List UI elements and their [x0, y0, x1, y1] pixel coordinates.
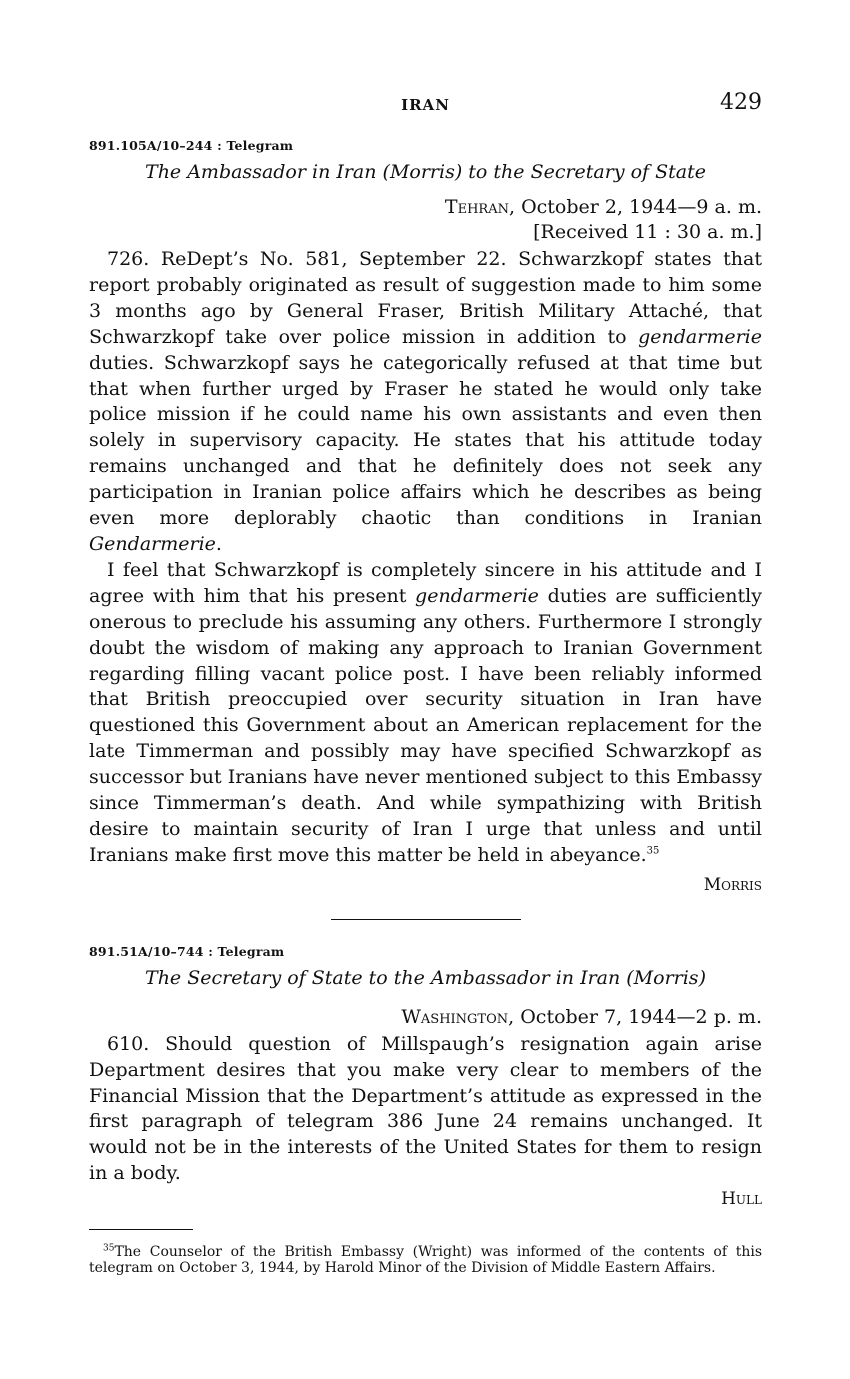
doc1-dateline-place: Tehran [444, 196, 509, 218]
doc1-para1-em2: Gendarmerie [89, 532, 216, 555]
doc1-para1-text-b: duties. Schwarzkopf says he categorically refused at that time but that when further urged by Fraser he stated he would only take police mission if he could name his own assistants and even then solely in supervisory capacity. He states that his attitude today remains unchanged and that he definitely does not seek any participation in Iranian police affairs which he describes as being even more deplorably chaotic than conditions in Iranian [89, 351, 762, 530]
running-title: IRAN [401, 96, 450, 114]
doc1-body [89, 247, 762, 869]
section-divider [331, 919, 521, 920]
doc2-body [89, 1032, 762, 1187]
doc1-paragraph-2 [89, 558, 762, 869]
doc1-title-part1: The Ambassador in Iran ( [145, 161, 390, 183]
doc1-title-name: Morris [389, 161, 455, 183]
doc2-dateline-place: Washington [401, 1005, 509, 1028]
doc2-dateline-rest: , October 7, 1944—2 p. m. [508, 1005, 762, 1028]
footnote [89, 1244, 762, 1276]
footnote-rule [89, 1229, 193, 1230]
page-number: 429 [720, 90, 762, 115]
running-head [89, 88, 762, 122]
doc1-received: [Received 11 : 30 a. m.] [533, 221, 762, 243]
doc1-paragraph-1 [89, 247, 762, 558]
doc1-dateline [89, 195, 762, 220]
doc2-title-name: Morris [633, 966, 699, 989]
footnote-number: 35 [103, 1243, 115, 1254]
doc1-para2-em: gendarmerie [415, 584, 539, 607]
doc1-title-part2: ) to the Secretary of State [454, 161, 706, 183]
doc2-signature: Hull [721, 1189, 762, 1210]
doc1-para1-text-c: . [215, 532, 222, 555]
doc2-paragraph-1: 610. Should question of Millspaugh’s resignation again arise Department desires that you make very clear to members of the Financial Mission that the Department’s attitude as expressed in the first paragraph of telegram 386 June 24 remains unchanged. It would not be in the interests of the United States for them to resign in a body. [89, 1032, 762, 1185]
doc1-para2-text-b: duties are sufficiently onerous to preclude his assuming any others. Furthermore I strongly doubt the wisdom of making any approach to Iranian Government regarding filling vacant police post. I have been reliably informed that British preoccupied over security situation in Iran have questioned this Government about an American replacement for the late Timmerman and possibly may have specified Schwarzkopf as successor but Iranians have never mentioned subject to this Embassy since Timmerman’s death. And while sympathizing with British desire to maintain security of Iran I urge that unless and until Iranians make first move this matter be held in abeyance. [89, 584, 762, 866]
doc1-para2-text-a: I feel that Schwarzkopf is completely sincere in his attitude and I agree with him that his present [89, 558, 762, 607]
footnote-reference: 35 [646, 845, 660, 857]
doc2-title-part2: ) [698, 966, 706, 989]
doc2-title [89, 967, 762, 989]
footnote-text: The Counselor of the British Embassy (Wright) was informed of the contents of this telegram on October 3, 1944, by Harold Minor of the Division of Middle Eastern Affairs. [89, 1244, 762, 1277]
doc1-para1-em1: gendarmerie [638, 325, 762, 348]
page [89, 88, 762, 1276]
doc2-dateline [89, 1005, 762, 1030]
doc1-para1-text-a: 726. ReDept’s No. 581, September 22. Schwarzkopf states that report probably originated as result of suggestion made to him some 3 months ago by General Fraser, British Military Attaché, that Schwarzkopf take over police mission in addition to [89, 248, 762, 348]
doc2-title-part1: The Secretary of State to the Ambassador in Iran ( [145, 966, 634, 989]
doc1-title [89, 161, 762, 183]
doc1-signature: Morris [703, 874, 762, 895]
doc2-file-reference: 891.51A/10–744 : Telegram [89, 943, 285, 959]
doc1-dateline-rest: , October 2, 1944—9 a. m. [508, 196, 762, 218]
doc1-file-reference: 891.105A/10–244 : Telegram [89, 138, 294, 153]
